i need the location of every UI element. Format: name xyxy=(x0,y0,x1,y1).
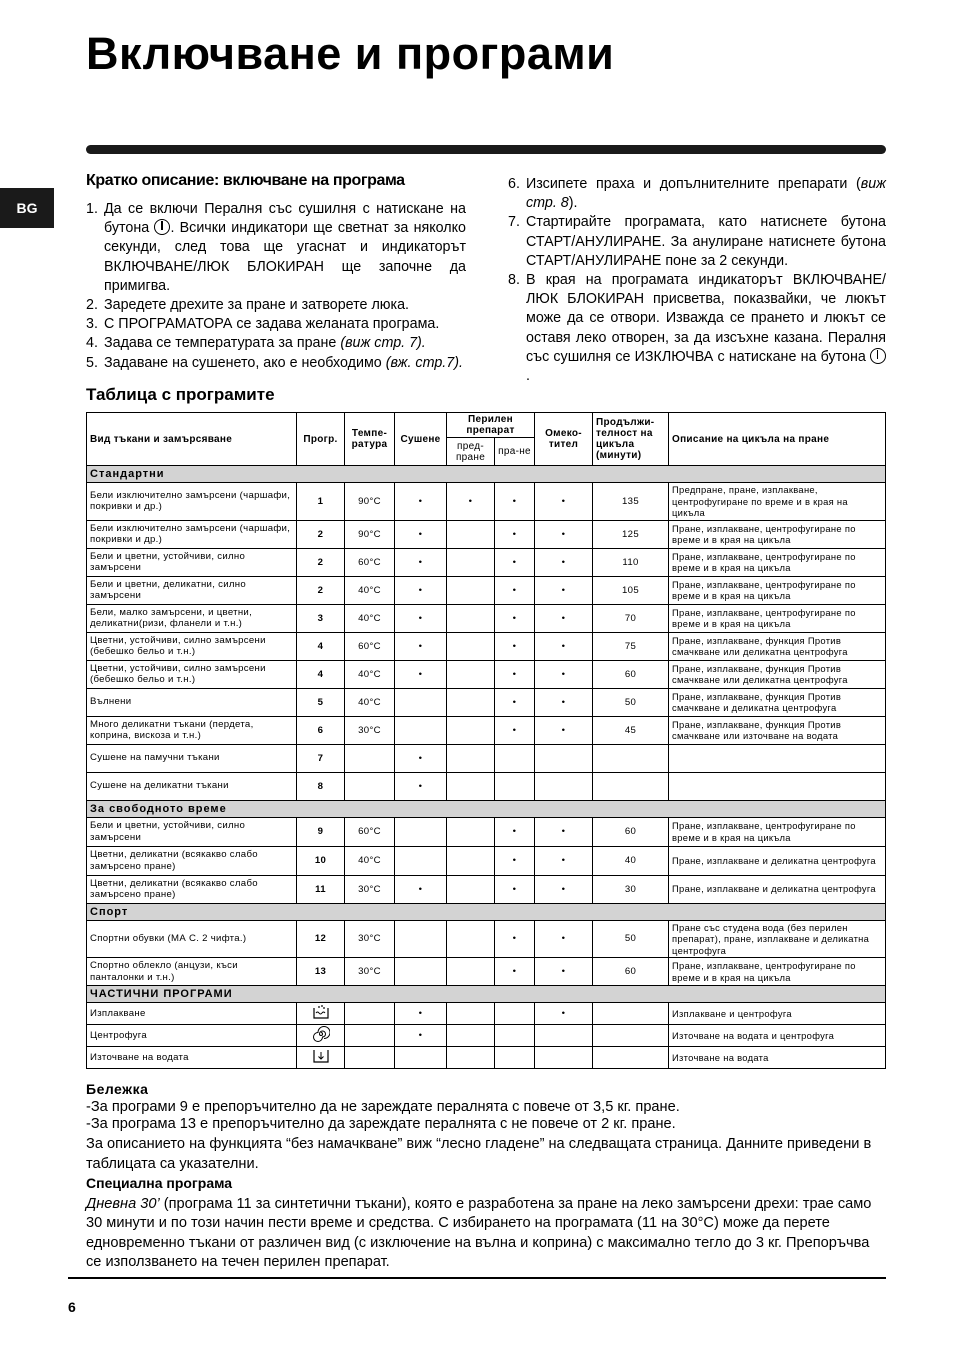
table-row xyxy=(87,846,886,875)
description-cell: Пране, изплакване, центрофугиране по време и в края на цикъла xyxy=(669,520,886,548)
col-header-description: Описание на цикъла на пране xyxy=(669,413,886,466)
temperature-cell: 30°С xyxy=(345,716,395,744)
softener-cell: • xyxy=(535,483,593,521)
description-cell: Предпране, пране, изплакване, центрофугиране по време и в края на цикъла xyxy=(669,483,886,521)
step-item: 3. С ПРОГРАМАТОРА се задава желаната програма. xyxy=(86,316,440,333)
col-header-detergent: Перилен препарат xyxy=(447,413,535,438)
description-cell: Пране, изплакване, функция Против смачкване и деликатна центрофуга xyxy=(669,688,886,716)
col-header-drying: Сушене xyxy=(395,413,447,466)
wash-cell: • xyxy=(495,520,535,548)
table-row xyxy=(87,920,886,958)
duration-cell: 40 xyxy=(593,846,669,875)
program-cell: 7 xyxy=(297,744,345,772)
program-cell: 5 xyxy=(297,688,345,716)
softener-cell xyxy=(535,1047,593,1069)
wash-cell xyxy=(495,1025,535,1047)
fabric-cell: Много деликатни тъкани (пердета, коприна, вискоза и т.н.) xyxy=(87,716,297,744)
section-header: За свободното време xyxy=(87,800,886,817)
table-row xyxy=(87,1025,886,1047)
step-item: 6. Изсипете праха и допълнителните препарати (виж стр. 8). xyxy=(508,176,886,212)
wash-cell: • xyxy=(495,920,535,958)
step-item: 5. Задаване на сушенето, ако е необходимо (вж. стр.7). xyxy=(86,354,463,371)
softener-cell xyxy=(535,772,593,800)
duration-cell xyxy=(593,1025,669,1047)
table-row xyxy=(87,716,886,744)
table-row xyxy=(87,660,886,688)
duration-cell: 110 xyxy=(593,548,669,576)
prewash-cell xyxy=(447,688,495,716)
softener-cell: • xyxy=(535,958,593,986)
temperature-cell: 40°С xyxy=(345,576,395,604)
fabric-cell: Спортно облекло (анцузи, къси панталонки и т.н.) xyxy=(87,958,297,986)
section-header-row xyxy=(87,903,886,920)
col-header-duration: Продължи-телност на цикъла (минути) xyxy=(593,413,669,466)
program-cell: 11 xyxy=(297,875,345,903)
section-header: Спорт xyxy=(87,903,886,920)
program-cell: 2 xyxy=(297,576,345,604)
prewash-cell xyxy=(447,576,495,604)
page-title: Включване и програми xyxy=(86,28,615,79)
step-item: 8. В края на програмата индикаторът ВКЛЮЧВАНЕ/ ЛЮК БЛОКИРАН присветва, показвайки, че люкът може да се отвори. Изважда се прането и люкът се оставя леко отворен, за да изсъхне казана. Пералня със сушилня се ИЗКЛЮЧВА с натискане на бутона . xyxy=(508,272,886,385)
wash-cell: • xyxy=(495,632,535,660)
wash-cell: • xyxy=(495,846,535,875)
description-cell: Изплакване и центрофуга xyxy=(669,1003,886,1025)
temperature-cell: 60°С xyxy=(345,632,395,660)
drying-cell: • xyxy=(395,1025,447,1047)
fabric-cell: Източване на водата xyxy=(87,1047,297,1069)
fabric-cell: Сушене на деликатни тъкани xyxy=(87,772,297,800)
softener-cell: • xyxy=(535,716,593,744)
wash-cell: • xyxy=(495,576,535,604)
softener-cell: • xyxy=(535,548,593,576)
temperature-cell xyxy=(345,1003,395,1025)
table-row xyxy=(87,632,886,660)
drying-cell: • xyxy=(395,772,447,800)
softener-cell xyxy=(535,1025,593,1047)
prewash-cell xyxy=(447,958,495,986)
section-header: Стандартни xyxy=(87,466,886,483)
prewash-cell xyxy=(447,548,495,576)
temperature-cell: 40°С xyxy=(345,660,395,688)
softener-cell: • xyxy=(535,632,593,660)
description-cell xyxy=(669,772,886,800)
table-row xyxy=(87,520,886,548)
wash-cell: • xyxy=(495,483,535,521)
rinse-icon xyxy=(312,1004,330,1020)
special-program-heading: Специална програма xyxy=(86,1175,233,1191)
prewash-cell xyxy=(447,846,495,875)
description-cell: Пране, изплакване, функция Против смачкване или деликатна центрофуга xyxy=(669,660,886,688)
softener-cell: • xyxy=(535,660,593,688)
prewash-cell xyxy=(447,604,495,632)
section-header: ЧАСТИЧНИ ПРОГРАМИ xyxy=(87,986,886,1003)
table-row xyxy=(87,744,886,772)
program-cell: 6 xyxy=(297,716,345,744)
fabric-cell: Бели, малко замърсени, и цветни, деликатни(ризи, фланели и т.н.) xyxy=(87,604,297,632)
description-cell: Пране, изплакване, центрофугиране по време и в края на цикъла xyxy=(669,958,886,986)
table-row xyxy=(87,958,886,986)
table-row xyxy=(87,1047,886,1069)
softener-cell: • xyxy=(535,576,593,604)
fabric-cell: Сушене на памучни тъкани xyxy=(87,744,297,772)
softener-cell: • xyxy=(535,846,593,875)
quick-guide-left xyxy=(86,172,466,373)
wash-cell: • xyxy=(495,716,535,744)
page-number: 6 xyxy=(68,1299,76,1315)
duration-cell: 45 xyxy=(593,716,669,744)
prewash-cell xyxy=(447,632,495,660)
step-item: 1. Да се включи Пералня със сушилня с натискане на бутона . Всички индикатори ще светнат за няколко секунди, след това ще угаснат и индикаторът ВКЛЮЧВАНЕ/ЛЮК БЛОКИРАН ще започне да примигва. xyxy=(86,201,466,294)
power-icon xyxy=(870,348,886,364)
step-item: 4. Задава се температурата за пране (виж стр. 7). xyxy=(86,335,426,352)
table-row xyxy=(87,772,886,800)
note-heading: Бележка xyxy=(86,1081,149,1097)
description-cell: Пране, изплакване и деликатна центрофуга xyxy=(669,846,886,875)
title-divider xyxy=(86,145,886,154)
duration-cell xyxy=(593,1003,669,1025)
program-cell: 13 xyxy=(297,958,345,986)
duration-cell: 50 xyxy=(593,688,669,716)
section-header-row xyxy=(87,466,886,483)
spin-icon xyxy=(312,1026,330,1042)
table-row xyxy=(87,817,886,846)
duration-cell: 60 xyxy=(593,660,669,688)
program-cell: 12 xyxy=(297,920,345,958)
programs-table xyxy=(86,412,886,1069)
temperature-cell: 30°С xyxy=(345,875,395,903)
section-header-row xyxy=(87,800,886,817)
description-cell: Източване на водата и центрофуга xyxy=(669,1025,886,1047)
wash-cell: • xyxy=(495,875,535,903)
drying-cell: • xyxy=(395,520,447,548)
temperature-cell: 40°С xyxy=(345,604,395,632)
duration-cell: 70 xyxy=(593,604,669,632)
drying-cell: • xyxy=(395,483,447,521)
col-header-wash: пра-не xyxy=(495,438,535,466)
note-line: За описанието на функцията “без намачкване” виж “лесно гладене” на следващата страница. Данните приведени в таблицата са указателни. xyxy=(86,1135,872,1172)
note-block xyxy=(86,1081,886,1174)
wash-cell xyxy=(495,772,535,800)
softener-cell: • xyxy=(535,604,593,632)
temperature-cell xyxy=(345,772,395,800)
prewash-cell xyxy=(447,875,495,903)
softener-cell: • xyxy=(535,817,593,846)
wash-cell xyxy=(495,744,535,772)
softener-cell: • xyxy=(535,688,593,716)
temperature-cell xyxy=(345,1047,395,1069)
footer-divider xyxy=(68,1277,886,1279)
fabric-cell: Цветни, устойчиви, силно замърсени (бебешко бельо и т.н.) xyxy=(87,632,297,660)
col-header-prewash: пред-пране xyxy=(447,438,495,466)
fabric-cell: Бели и цветни, устойчиви, силно замърсени xyxy=(87,548,297,576)
temperature-cell: 30°С xyxy=(345,958,395,986)
duration-cell: 60 xyxy=(593,817,669,846)
prewash-cell: • xyxy=(447,483,495,521)
temperature-cell xyxy=(345,744,395,772)
drying-cell: • xyxy=(395,604,447,632)
quick-guide-heading: Кратко описание: включване на програма xyxy=(86,172,405,189)
wash-cell: • xyxy=(495,817,535,846)
wash-cell: • xyxy=(495,548,535,576)
wash-cell xyxy=(495,1003,535,1025)
description-cell: Пране, изплакване и деликатна центрофуга xyxy=(669,875,886,903)
drain-icon xyxy=(312,1048,330,1064)
fabric-cell: Цветни, деликатни (всякакво слабо замърсено пране) xyxy=(87,875,297,903)
steps-list-left xyxy=(86,200,466,373)
drying-cell xyxy=(395,716,447,744)
description-cell: Пране, изплакване, центрофугиране по време и в края на цикъла xyxy=(669,604,886,632)
temperature-cell: 60°С xyxy=(345,548,395,576)
fabric-cell: Цветни, устойчиви, силно замърсени (бебешко бельо и т.н.) xyxy=(87,660,297,688)
language-tab: BG xyxy=(0,188,54,228)
duration-cell: 60 xyxy=(593,958,669,986)
wash-cell: • xyxy=(495,604,535,632)
fabric-cell: Спортни обувки (МА С. 2 чифта.) xyxy=(87,920,297,958)
prewash-cell xyxy=(447,1003,495,1025)
fabric-cell: Бели и цветни, деликатни, силно замърсени xyxy=(87,576,297,604)
fabric-cell: Бели изключително замърсени (чаршафи, покривки и др.) xyxy=(87,520,297,548)
prewash-cell xyxy=(447,817,495,846)
duration-cell xyxy=(593,772,669,800)
description-cell: Пране, изплакване, функция Против смачкване или източване на водата xyxy=(669,716,886,744)
temperature-cell xyxy=(345,1025,395,1047)
duration-cell: 75 xyxy=(593,632,669,660)
fabric-cell: Бели и цветни, устойчиви, силно замърсени xyxy=(87,817,297,846)
wash-cell: • xyxy=(495,660,535,688)
drying-cell xyxy=(395,958,447,986)
program-cell: 2 xyxy=(297,548,345,576)
wash-cell xyxy=(495,1047,535,1069)
fabric-cell: Бели изключително замърсени (чаршафи, покривки и др.) xyxy=(87,483,297,521)
temperature-cell: 90°С xyxy=(345,520,395,548)
section-header-row xyxy=(87,986,886,1003)
fabric-cell: Цветни, деликатни (всякакво слабо замърсено пране) xyxy=(87,846,297,875)
program-cell: 1 xyxy=(297,483,345,521)
temperature-cell: 30°С xyxy=(345,920,395,958)
col-header-softener: Омеко-тител xyxy=(535,413,593,466)
softener-cell: • xyxy=(535,920,593,958)
drying-cell: • xyxy=(395,632,447,660)
temperature-cell: 60°С xyxy=(345,817,395,846)
duration-cell: 125 xyxy=(593,520,669,548)
table-row xyxy=(87,688,886,716)
table-row xyxy=(87,483,886,521)
fabric-cell: Центрофуга xyxy=(87,1025,297,1047)
table-row xyxy=(87,875,886,903)
wash-cell: • xyxy=(495,688,535,716)
step-item: 7. Стартирайте програмата, като натиснете бутона СТАРТ/АНУЛИРАНЕ. За анулиране натиснете бутона СТАРТ/АНУЛИРАНЕ поне за 2 секунди. xyxy=(508,214,886,269)
duration-cell xyxy=(593,1047,669,1069)
drying-cell xyxy=(395,688,447,716)
prewash-cell xyxy=(447,1025,495,1047)
temperature-cell: 40°С xyxy=(345,688,395,716)
drying-cell xyxy=(395,1047,447,1069)
description-cell: Пране със студена вода (без перилен препарат), пране, изплакване и деликатна центрофуга xyxy=(669,920,886,958)
program-cell xyxy=(297,1003,345,1025)
drying-cell xyxy=(395,817,447,846)
step-item: 2. Заредете дрехите за пране и затворете люка. xyxy=(86,297,410,314)
table-row xyxy=(87,1003,886,1025)
softener-cell: • xyxy=(535,520,593,548)
drying-cell: • xyxy=(395,548,447,576)
drying-cell: • xyxy=(395,1003,447,1025)
drying-cell: • xyxy=(395,660,447,688)
power-icon xyxy=(154,219,170,235)
prewash-cell xyxy=(447,772,495,800)
program-cell xyxy=(297,1025,345,1047)
table-row xyxy=(87,548,886,576)
col-header-fabric: Вид тъкани и замърсяване xyxy=(87,413,297,466)
col-header-temperature: Темпе-ратура xyxy=(345,413,395,466)
col-header-program: Прогр. xyxy=(297,413,345,466)
prewash-cell xyxy=(447,520,495,548)
drying-cell xyxy=(395,920,447,958)
program-cell xyxy=(297,1047,345,1069)
steps-list-right xyxy=(508,175,886,386)
drying-cell: • xyxy=(395,576,447,604)
description-cell: Пране, изплакване, центрофугиране по време и в края на цикъла xyxy=(669,548,886,576)
drying-cell: • xyxy=(395,875,447,903)
duration-cell: 135 xyxy=(593,483,669,521)
description-cell: Източване на водата xyxy=(669,1047,886,1069)
drying-cell: • xyxy=(395,744,447,772)
duration-cell: 30 xyxy=(593,875,669,903)
program-cell: 4 xyxy=(297,632,345,660)
note-line: -За програма 13 е препоръчително да зареждате пералнята с не повече от 2 кг. пране. xyxy=(86,1116,676,1132)
table-row xyxy=(87,576,886,604)
quick-guide-right xyxy=(508,175,886,386)
softener-cell xyxy=(535,744,593,772)
drying-cell xyxy=(395,846,447,875)
softener-cell: • xyxy=(535,875,593,903)
program-cell: 3 xyxy=(297,604,345,632)
duration-cell: 50 xyxy=(593,920,669,958)
description-cell: Пране, изплакване, центрофугиране по време и в края на цикъла xyxy=(669,817,886,846)
program-cell: 10 xyxy=(297,846,345,875)
note-line: -За програми 9 е препоръчително да не зареждате пералнята с повече от 3,5 кг. пране. xyxy=(86,1098,680,1115)
program-cell: 2 xyxy=(297,520,345,548)
special-program-text: Дневна 30’ (програма 11 за синтетични тъкани), която е разработена за пране на леко замърсени дрехи: трае само 30 минути и по този начин пести време и средства. С избирането на програмата (11 на 30°С) може да перете едновременно тъкани от различен вид (с изключение на вълна и коприна) с максимално тегло до 3 кг. Препоръчва се използването на течен перилен препарат. xyxy=(86,1195,872,1271)
prewash-cell xyxy=(447,716,495,744)
special-program-block xyxy=(86,1174,886,1273)
description-cell: Пране, изплакване, центрофугиране по време и в края на цикъла xyxy=(669,576,886,604)
wash-cell: • xyxy=(495,958,535,986)
prewash-cell xyxy=(447,920,495,958)
table-title: Таблица с програмите xyxy=(86,385,275,404)
program-cell: 9 xyxy=(297,817,345,846)
duration-cell xyxy=(593,744,669,772)
program-cell: 4 xyxy=(297,660,345,688)
prewash-cell xyxy=(447,744,495,772)
description-cell: Пране, изплакване, функция Против смачкване или деликатна центрофуга xyxy=(669,632,886,660)
fabric-cell: Изплакване xyxy=(87,1003,297,1025)
fabric-cell: Вълнени xyxy=(87,688,297,716)
table-row xyxy=(87,604,886,632)
prewash-cell xyxy=(447,1047,495,1069)
description-cell xyxy=(669,744,886,772)
programs-table-body xyxy=(87,466,886,1069)
program-cell: 8 xyxy=(297,772,345,800)
softener-cell: • xyxy=(535,1003,593,1025)
prewash-cell xyxy=(447,660,495,688)
temperature-cell: 90°С xyxy=(345,483,395,521)
temperature-cell: 40°С xyxy=(345,846,395,875)
duration-cell: 105 xyxy=(593,576,669,604)
